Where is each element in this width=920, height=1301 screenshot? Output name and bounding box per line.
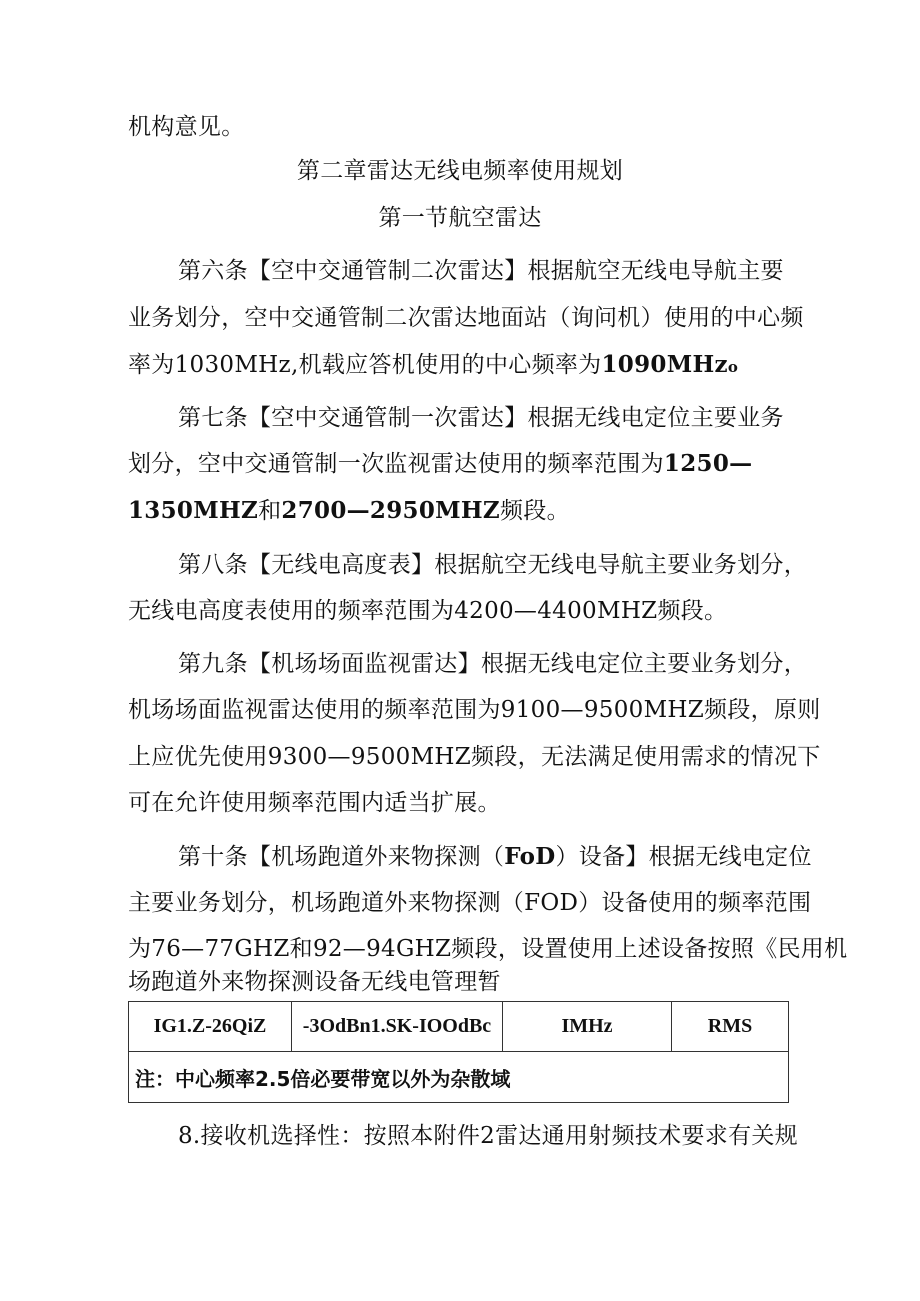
article-7-line-2 — [128, 449, 752, 479]
article-10-line-4: 场跑道外来物探测设备无线电管理暂 — [128, 969, 501, 995]
article-7-text: 划分，空中交通管制一次监视雷达使用的频率范围为 — [128, 451, 664, 477]
table-row — [129, 1002, 789, 1052]
article-7-range-start: 1250— — [663, 450, 753, 477]
article-10-text-2: ）设备】根据无线电定位 — [555, 844, 812, 870]
article-8-line-2: 无线电高度表使用的频率范围为4200—4400MHZ频段。 — [128, 598, 728, 624]
article-6-line-2: 业务划分，空中交通管制二次雷达地面站（询问机）使用的中心频 — [128, 305, 804, 331]
item-8-line: 8.接收机选择性：按照本附件2雷达通用射频技术要求有关规 — [178, 1123, 798, 1149]
article-10-text: 第十条【机场跑道外来物探测（ — [178, 844, 505, 870]
article-9-line-3: 上应优先使用9300—9500MHZ频段，无法满足使用需求的情况下 — [128, 744, 821, 770]
article-6-text: 率为1030MHz,机载应答机使用的中心频率为 — [128, 352, 602, 378]
article-10-line-3: 为76—77GHZ和92—94GHZ频段，设置使用上述设备按照《民用机 — [128, 936, 848, 962]
table-cell-detector: RMS — [672, 1002, 789, 1052]
article-6-suffix: o — [727, 358, 739, 376]
article-7-line-1: 第七条【空中交通管制一次雷达】根据无线电定位主要业务 — [178, 405, 784, 431]
article-7-and: 和 — [258, 498, 282, 524]
article-7-end: 频段。 — [500, 498, 570, 524]
article-9-line-2: 机场场面监视雷达使用的频率范围为9100—9500MHZ频段，原则 — [128, 697, 821, 723]
article-9-line-1: 第九条【机场场面监视雷达】根据无线电定位主要业务划分， — [178, 651, 808, 677]
chapter-heading: 第二章雷达无线电频率使用规划 — [296, 158, 624, 184]
article-10-line-2: 主要业务划分，机场跑道外来物探测（FOD）设备使用的频率范围 — [128, 890, 812, 916]
article-9-line-4: 可在允许使用频率范围内适当扩展。 — [128, 790, 501, 816]
article-10-line-1 — [178, 842, 812, 872]
table-cell-limit: -3OdBn1.SK-IOOdBc — [292, 1002, 503, 1052]
table-cell-frequency: IG1.Z-26QiZ — [129, 1002, 292, 1052]
table-cell-bandwidth: IMHz — [503, 1002, 672, 1052]
table-row — [129, 1052, 789, 1103]
article-6-frequency: 1090MHz — [601, 351, 728, 378]
table-note: 注：中心频率2.5倍必要带宽以外为杂散域 — [129, 1052, 789, 1103]
article-7-line-3 — [128, 496, 570, 526]
spurious-emission-table — [128, 1001, 789, 1103]
article-6-line-1: 第六条【空中交通管制二次雷达】根据航空无线电导航主要 — [178, 258, 784, 284]
article-7-range-end: 1350MHZ — [128, 497, 259, 524]
section-heading: 第一节航空雷达 — [378, 205, 542, 231]
article-7-range-2: 2700—2950MHZ — [281, 497, 501, 524]
article-10-fod: FoD — [504, 843, 556, 870]
article-6-line-3 — [128, 350, 738, 382]
article-8-line-1: 第八条【无线电高度表】根据航空无线电导航主要业务划分， — [178, 552, 808, 578]
text-line: 机构意见。 — [128, 114, 245, 140]
